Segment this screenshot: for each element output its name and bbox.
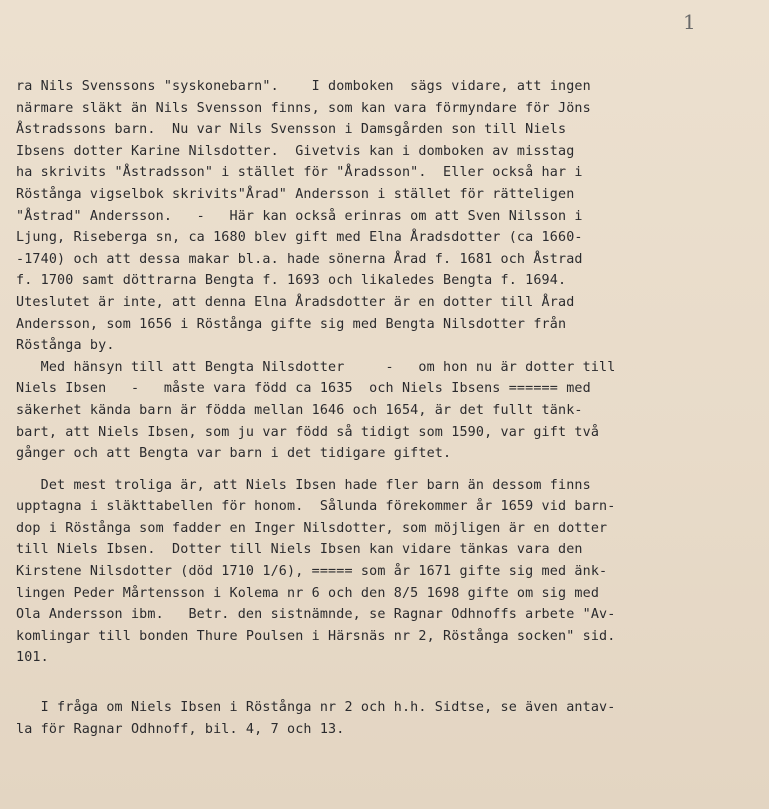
text-line: Det mest troliga är, att Niels Ibsen hade fler barn än dessom finns — [16, 477, 591, 493]
text-line: I fråga om Niels Ibsen i Röstånga nr 2 och h.h. Sidtse, se även antav- — [16, 700, 616, 716]
text-line: Niels Ibsen - måste vara född ca 1635 och Niels Ibsens ====== med — [16, 381, 591, 397]
paragraph-gap — [16, 669, 756, 697]
text-line: Ola Andersson ibm. Betr. den sistnämnde, se Ragnar Odhnoffs arbete "Av- — [16, 607, 616, 623]
text-line: Ibsens dotter Karine Nilsdotter. Givetvis kan i domboken av misstag — [16, 143, 575, 159]
paragraph-gap — [16, 465, 756, 475]
text-line: Med hänsyn till att Bengta Nilsdotter - om hon nu är dotter till — [16, 359, 616, 375]
text-line: gånger och att Bengta var barn i det tidigare giftet. — [16, 446, 452, 462]
text-line: -1740) och att dessa makar bl.a. hade sönerna Årad f. 1681 och Åstrad — [16, 251, 583, 267]
text-line: bart, att Niels Ibsen, som ju var född så tidigt som 1590, var gift två — [16, 424, 600, 440]
paragraph-1 — [16, 76, 756, 357]
text-line: Uteslutet är inte, att denna Elna Åradsdotter är en dotter till Årad — [16, 294, 575, 310]
text-line: närmare släkt än Nils Svensson finns, som kan vara förmyndare för Jöns — [16, 100, 591, 116]
text-line: Ljung, Riseberga sn, ca 1680 blev gift med Elna Åradsdotter (ca 1660- — [16, 230, 583, 246]
paragraph-3 — [16, 475, 756, 669]
page-number: 1 — [683, 10, 696, 34]
text-line: till Niels Ibsen. Dotter till Niels Ibsen kan vidare tänkas vara den — [16, 542, 583, 558]
text-line: "Åstrad" Andersson. - Här kan också erinras om att Sven Nilsson i — [16, 208, 583, 224]
text-line: Åstradssons barn. Nu var Nils Svensson i Damsgården son till Niels — [16, 122, 567, 138]
text-line: Röstånga by. — [16, 338, 115, 354]
text-line: Andersson, som 1656 i Röstånga gifte sig med Bengta Nilsdotter från — [16, 316, 567, 332]
text-line: dop i Röstånga som fadder en Inger Nilsdotter, som möjligen är en dotter — [16, 520, 608, 536]
typewritten-text — [16, 76, 756, 740]
text-line: lingen Peder Mårtensson i Kolema nr 6 och den 8/5 1698 gifte om sig med — [16, 585, 600, 601]
text-line: f. 1700 samt döttrarna Bengta f. 1693 och likaledes Bengta f. 1694. — [16, 273, 567, 289]
text-line: 101. — [16, 650, 49, 666]
text-line: säkerhet kända barn är födda mellan 1646 och 1654, är det fullt tänk- — [16, 402, 583, 418]
paragraph-4 — [16, 697, 756, 740]
text-line: ha skrivits "Åstradsson" i stället för "Åradsson". Eller också har i — [16, 165, 583, 181]
text-line: upptagna i släkttabellen för honom. Sålunda förekommer år 1659 vid barn- — [16, 499, 616, 515]
text-line: Röstånga vigselbok skrivits"Årad" Andersson i stället för rätteligen — [16, 186, 575, 202]
text-line: Kirstene Nilsdotter (död 1710 1/6), ===== som år 1671 gifte sig med änk- — [16, 564, 608, 580]
text-line: la för Ragnar Odhnoff, bil. 4, 7 och 13. — [16, 721, 345, 737]
paragraph-2 — [16, 357, 756, 465]
text-line: ra Nils Svenssons "syskonebarn". I domboken sägs vidare, att ingen — [16, 79, 591, 94]
text-line: komlingar till bonden Thure Poulsen i Härsnäs nr 2, Röstånga socken" sid. — [16, 628, 616, 644]
